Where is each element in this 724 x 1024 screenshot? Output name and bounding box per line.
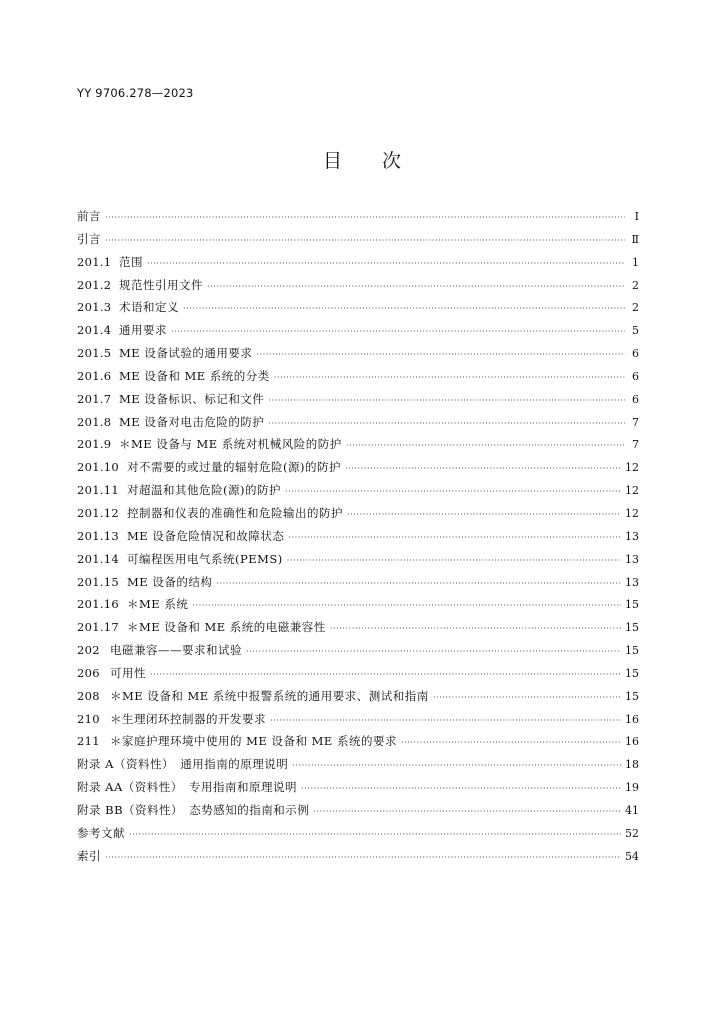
toc-entry[interactable] (77, 525, 639, 548)
toc-entry-number: 201.4 (77, 323, 112, 338)
toc-entry-label: 范围 (119, 254, 143, 269)
toc-entry-label: 附录 AA（资料性） 专用指南和原理说明 (77, 780, 298, 795)
dot-leader (171, 321, 625, 344)
toc-entry-number: 201.13 (77, 528, 120, 543)
toc-entry-page: 6 (632, 392, 639, 406)
toc-entry[interactable] (77, 228, 639, 251)
toc-entry-label: 前言 (77, 209, 101, 223)
toc-entry-page: 52 (625, 826, 639, 840)
toc-entry-page: Ⅱ (631, 232, 639, 246)
toc-entry-label: ＊家庭护理环境中使用的 ME 设备和 ME 系统的要求 (110, 734, 397, 749)
toc-entry-page: 15 (625, 666, 639, 680)
toc-entry-label: ＊ME 系统 (127, 597, 189, 612)
dot-leader (192, 595, 621, 618)
toc-entry-label: ＊ME 设备和 ME 系统的电磁兼容性 (127, 620, 326, 635)
toc-entry-label: ＊ME 设备与 ME 系统对机械风险的防护 (119, 437, 342, 452)
toc-entry-number: 201.9 (77, 437, 112, 452)
toc-entry[interactable] (77, 730, 639, 753)
toc-entry-page: 12 (625, 461, 639, 475)
toc-entry[interactable] (77, 753, 639, 776)
toc-entry[interactable] (77, 411, 639, 434)
toc-entry-number: 201.2 (77, 277, 112, 292)
toc-entry-page: 7 (632, 415, 639, 429)
toc-entry-page: 12 (625, 506, 639, 520)
dot-leader (345, 458, 621, 481)
toc-entry[interactable] (77, 639, 639, 662)
dot-leader (147, 253, 625, 276)
toc-entry-label: 可编程医用电气系统(PEMS) (127, 551, 283, 566)
toc-entry[interactable] (77, 205, 639, 228)
toc-entry[interactable] (77, 548, 639, 571)
toc-entry[interactable] (77, 296, 639, 319)
dot-leader (246, 641, 621, 664)
toc-entry[interactable] (77, 571, 639, 594)
toc-entry-label: ME 设备试验的通用要求 (119, 346, 253, 361)
toc-entry-page: 7 (632, 438, 639, 452)
toc-entry-page: 2 (632, 301, 639, 315)
toc-entry-label: 规范性引用文件 (119, 277, 203, 292)
toc-entry-page: 16 (625, 735, 639, 749)
dot-leader (207, 276, 625, 299)
toc-entry-page: 41 (625, 803, 639, 817)
toc-entry-page: 13 (625, 552, 639, 566)
dot-leader (129, 824, 621, 847)
toc-entry-number: 202 (77, 643, 100, 658)
toc-entry-page: 15 (625, 644, 639, 658)
dot-leader (292, 755, 621, 778)
toc-entry-page: 54 (625, 849, 639, 863)
toc-entry-number: 201.17 (77, 620, 120, 635)
toc-entry-page: 1 (632, 255, 639, 269)
toc-entry-number: 201.5 (77, 346, 112, 361)
toc-entry[interactable] (77, 799, 639, 822)
dot-leader (433, 687, 621, 710)
toc-entry-number: 201.6 (77, 368, 112, 383)
toc-entry-label: ME 设备对电击危险的防护 (119, 414, 265, 429)
dot-leader (268, 390, 625, 413)
dot-leader (105, 847, 621, 870)
dot-leader (346, 435, 625, 458)
dot-leader (183, 298, 625, 321)
toc-entry-number: 201.15 (77, 574, 120, 589)
toc-entry-number: 201.1 (77, 254, 112, 269)
toc-entry-page: 15 (625, 621, 639, 635)
toc-entry-page: Ⅰ (634, 210, 639, 223)
toc-entry[interactable] (77, 251, 639, 274)
toc-entry-page: 16 (625, 712, 639, 726)
toc-entry[interactable] (77, 365, 639, 388)
toc-entry-label: ＊ME 设备和 ME 系统中报警系统的通用要求、测试和指南 (110, 688, 429, 703)
dot-leader (285, 481, 621, 504)
toc-entry-label: 通用要求 (119, 323, 167, 338)
toc-entry-label: ME 设备危险情况和故障状态 (127, 528, 285, 543)
toc-entry-label: 可用性 (110, 665, 146, 680)
dot-leader (330, 618, 621, 641)
toc-entry-number: 201.7 (77, 391, 112, 406)
toc-entry-label: 引言 (77, 231, 101, 246)
toc-entry[interactable] (77, 274, 639, 297)
toc-entry-page: 6 (632, 347, 639, 361)
toc-entry-label: ME 设备标识、标记和文件 (119, 391, 265, 406)
toc-entry-page: 19 (625, 781, 639, 795)
toc-entry[interactable] (77, 502, 639, 525)
toc-entry-label: 附录 BB（资料性） 态势感知的指南和示例 (77, 802, 310, 817)
dot-leader (274, 367, 625, 390)
toc-entry-label: 术语和定义 (119, 300, 179, 315)
toc-entry[interactable] (77, 708, 639, 731)
toc-entry-label: 电磁兼容——要求和试验 (110, 643, 242, 658)
toc-entry-number: 211 (77, 734, 100, 749)
dot-leader (216, 573, 621, 596)
dot-leader (288, 527, 621, 550)
toc-entry-page: 15 (625, 598, 639, 612)
toc-entry[interactable] (77, 319, 639, 342)
toc-entry-page: 12 (625, 484, 639, 498)
toc-entry-number: 201.11 (77, 483, 120, 498)
dot-leader (347, 504, 621, 527)
toc-entry-label: ME 设备和 ME 系统的分类 (119, 368, 270, 383)
table-of-contents (77, 205, 639, 867)
dot-leader (313, 801, 621, 824)
toc-entry[interactable] (77, 822, 639, 845)
toc-entry-page: 15 (625, 689, 639, 703)
toc-entry[interactable] (77, 662, 639, 685)
dot-leader (401, 732, 621, 755)
toc-entry-label: 参考文献 (77, 825, 125, 840)
toc-entry-number: 201.16 (77, 597, 120, 612)
dot-leader (287, 550, 621, 573)
toc-entry-number: 201.8 (77, 414, 112, 429)
toc-entry[interactable] (77, 776, 639, 799)
dot-leader (268, 413, 625, 436)
dot-leader (150, 664, 621, 687)
toc-entry[interactable] (77, 342, 639, 365)
toc-entry-label: ＊生理闭环控制器的开发要求 (110, 711, 266, 726)
dot-leader (105, 230, 625, 253)
toc-entry[interactable] (77, 616, 639, 639)
toc-entry-number: 206 (77, 665, 100, 680)
toc-entry-page: 5 (632, 324, 639, 338)
standard-code: YY 9706.278—2023 (77, 86, 194, 100)
toc-entry-page: 18 (625, 758, 639, 772)
toc-entry[interactable] (77, 479, 639, 502)
toc-entry[interactable] (77, 845, 639, 868)
toc-entry[interactable] (77, 456, 639, 479)
toc-entry-label: ME 设备的结构 (127, 574, 213, 589)
toc-entry-number: 210 (77, 711, 100, 726)
toc-entry-page: 13 (625, 529, 639, 543)
toc-entry[interactable] (77, 388, 639, 411)
toc-entry-number: 201.3 (77, 300, 112, 315)
toc-entry[interactable] (77, 685, 639, 708)
toc-entry-label: 控制器和仪表的准确性和危险输出的防护 (127, 505, 343, 520)
toc-entry-label: 对不需要的或过量的辐射危险(源)的防护 (127, 460, 341, 475)
toc-entry-label: 附录 A（资料性） 通用指南的原理说明 (77, 757, 289, 772)
toc-entry-number: 208 (77, 688, 100, 703)
dot-leader (270, 710, 621, 733)
dot-leader (256, 344, 625, 367)
toc-entry[interactable] (77, 433, 639, 456)
toc-entry-number: 201.10 (77, 460, 120, 475)
toc-entry-page: 2 (632, 278, 639, 292)
toc-entry[interactable] (77, 593, 639, 616)
dot-leader (301, 778, 621, 801)
toc-entry-label: 索引 (77, 848, 101, 863)
toc-entry-number: 201.14 (77, 551, 120, 566)
toc-title: 目次 (322, 150, 441, 172)
toc-entry-number: 201.12 (77, 505, 120, 520)
dot-leader (105, 207, 625, 230)
toc-entry-page: 6 (632, 369, 639, 383)
toc-entry-page: 13 (625, 575, 639, 589)
toc-entry-label: 对超温和其他危险(源)的防护 (127, 483, 281, 498)
